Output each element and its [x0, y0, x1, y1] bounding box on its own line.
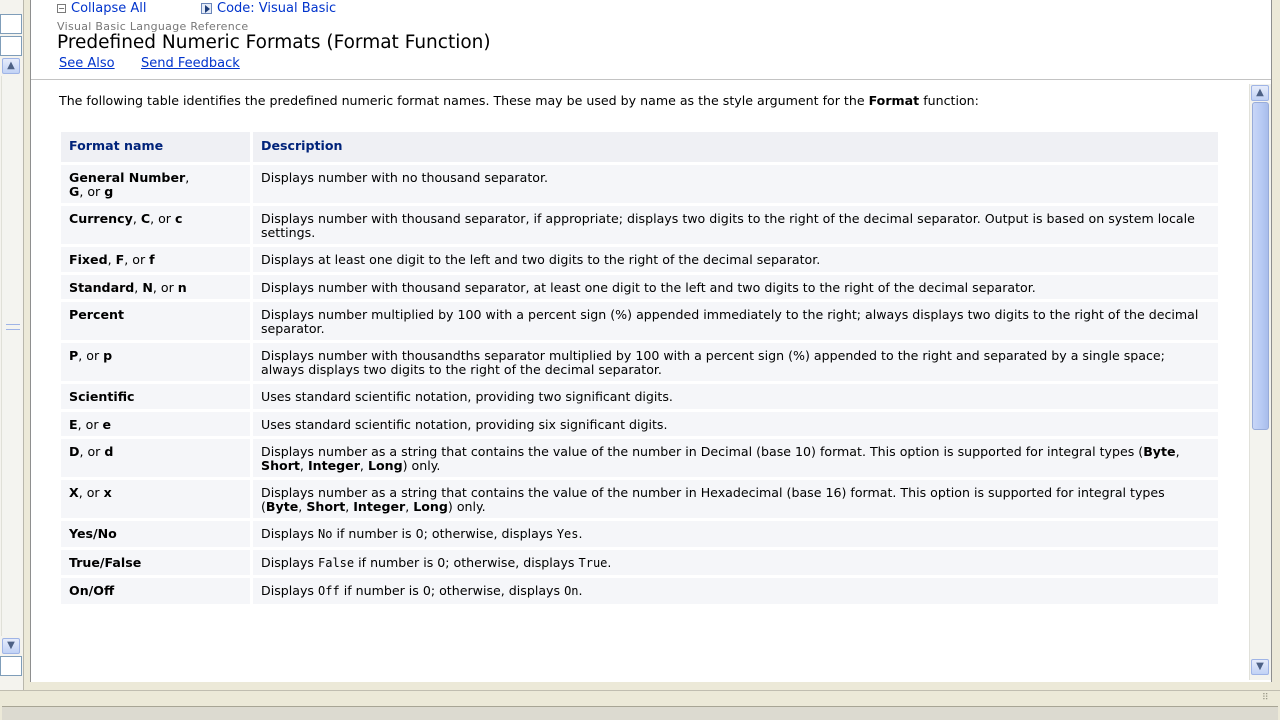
- description-cell: [253, 521, 1221, 550]
- description-cell: Displays number with no thousand separator.: [253, 165, 1221, 206]
- table-row: [61, 302, 1221, 343]
- intro-paragraph: [59, 94, 1209, 108]
- format-name-cell: Fixed, F, or f: [61, 247, 253, 275]
- table-row: [61, 384, 1221, 412]
- table-row: [61, 412, 1221, 440]
- left-scroll-down-button[interactable]: [2, 638, 20, 654]
- chevron-up-icon: ▲: [7, 60, 15, 71]
- collapse-all-button[interactable]: [57, 1, 147, 16]
- description-cell: Displays number with thousand separator, if appropriate; displays two digits to the right of the decimal separator. Output is based on system locale settings.: [253, 206, 1221, 247]
- format-name-cell: Standard, N, or n: [61, 275, 253, 303]
- description-text-end: ) only.: [402, 457, 441, 473]
- description-text-end: ) only.: [447, 498, 486, 514]
- format-names-table: [61, 132, 1221, 607]
- code-value: Yes: [556, 527, 579, 541]
- column-header-description: Description: [253, 132, 1221, 165]
- scroll-down-button[interactable]: [1251, 659, 1269, 675]
- table-row: [61, 343, 1221, 384]
- language-arrow-icon: [201, 3, 212, 14]
- left-scroll-thumb[interactable]: [6, 324, 20, 330]
- description-text: if number is 0; otherwise, displays: [354, 554, 579, 570]
- description-text: Displays: [261, 583, 318, 598]
- status-bar: [0, 690, 1280, 720]
- format-name-cell: Scientific: [61, 384, 253, 412]
- table-header-row: [61, 132, 1221, 165]
- description-text-end: .: [607, 554, 612, 570]
- description-cell: Displays number as a string that contains the value of the number in Decimal (base 10) format. This option is supported for integral types (Byte, Short, Integer, Long) only.: [253, 439, 1221, 480]
- description-cell: Uses standard scientific notation, providing six significant digits.: [253, 412, 1221, 440]
- intro-text-end: function:: [919, 93, 979, 108]
- type-name: Long: [413, 498, 448, 514]
- description-text: Displays: [261, 526, 318, 541]
- left-panel-field-top[interactable]: [0, 14, 22, 34]
- type-name: Integer: [307, 457, 360, 473]
- left-panel-field-middle[interactable]: [0, 36, 22, 56]
- scroll-thumb[interactable]: [1252, 102, 1269, 430]
- description-text: if number is 0; otherwise, displays: [332, 526, 557, 541]
- status-bar-panel: [2, 706, 1278, 720]
- column-header-format-name: Format name: [61, 132, 253, 165]
- intro-format-keyword: Format: [868, 93, 920, 108]
- code-value: True: [578, 555, 608, 570]
- collapse-all-label: Collapse All: [71, 1, 147, 16]
- description-cell: Displays number as a string that contains the value of the number in Hexadecimal (base 16) format. This option is supported for integral types (Byte, Short, Integer, Long) only.: [253, 480, 1221, 521]
- format-name-cell: On/Off: [61, 578, 253, 607]
- type-name: Integer: [353, 498, 406, 514]
- table-row: [61, 521, 1221, 550]
- table-row: [61, 165, 1221, 206]
- format-name-cell: General Number, G, or g: [61, 165, 253, 206]
- description-text-end: .: [578, 526, 583, 541]
- description-cell: Displays number with thousand separator, at least one digit to the left and two digits to the right of the decimal separator.: [253, 275, 1221, 303]
- resize-grip-icon[interactable]: ⠿: [1262, 693, 1268, 703]
- format-name-cell: True/False: [61, 550, 253, 579]
- description-cell: [253, 578, 1221, 607]
- table-row: [61, 206, 1221, 247]
- breadcrumb[interactable]: Visual Basic Language Reference: [57, 20, 249, 33]
- format-name-cell: Percent: [61, 302, 253, 343]
- table-row: [61, 247, 1221, 275]
- code-value: No: [318, 527, 333, 541]
- send-feedback-link[interactable]: Send Feedback: [141, 56, 240, 71]
- type-name: Byte: [1143, 444, 1176, 459]
- table-row: [61, 275, 1221, 303]
- description-text-end: .: [578, 583, 583, 598]
- type-name: Short: [261, 457, 300, 473]
- chevron-up-icon: ▲: [1256, 87, 1264, 98]
- left-panel: [0, 0, 24, 690]
- format-name-cell: P, or p: [61, 343, 253, 384]
- type-name: Byte: [265, 498, 299, 514]
- format-name-cell: E, or e: [61, 412, 253, 440]
- collapse-box-icon: −: [58, 4, 65, 13]
- code-value: False: [318, 555, 355, 570]
- format-name-cell: X, or x: [61, 480, 253, 521]
- type-name: Short: [306, 498, 346, 514]
- scroll-up-button[interactable]: [1251, 85, 1269, 101]
- language-filter-button[interactable]: [201, 1, 336, 16]
- description-text: Displays number as a string that contains the value of the number in Decimal (base 10) format. This option is supported for integral types (: [261, 444, 1144, 459]
- table-row: [61, 480, 1221, 521]
- language-filter-label: Code: Visual Basic: [217, 1, 337, 16]
- type-name: Long: [367, 457, 403, 473]
- format-name-cell: Currency, C, or c: [61, 206, 253, 247]
- page-title: Predefined Numeric Formats (Format Function): [57, 32, 491, 53]
- chevron-down-icon: ▼: [1256, 661, 1264, 672]
- description-text: Displays number as a string that contains the value of the number in Hexadecimal (base 16) format. This option is supported for integral types (: [261, 485, 1165, 514]
- topic-body: [31, 84, 1249, 680]
- description-cell: [253, 550, 1221, 579]
- description-text: Displays: [261, 554, 318, 570]
- format-name-cell: D, or d: [61, 439, 253, 480]
- description-cell: Displays at least one digit to the left and two digits to the right of the decimal separator.: [253, 247, 1221, 275]
- left-scroll-up-button[interactable]: [2, 58, 20, 74]
- table-row: [61, 578, 1221, 607]
- left-panel-field-bottom[interactable]: [0, 656, 22, 676]
- description-cell: Uses standard scientific notation, providing two significant digits.: [253, 384, 1221, 412]
- chevron-down-icon: ▼: [7, 640, 15, 651]
- table-row: [61, 550, 1221, 579]
- table-row: [61, 439, 1221, 480]
- code-value: On: [564, 584, 579, 598]
- topic-header: [31, 0, 1271, 80]
- content-scrollbar[interactable]: [1249, 84, 1271, 680]
- code-value: Off: [318, 584, 340, 598]
- description-cell: Displays number multiplied by 100 with a percent sign (%) appended immediately to the right; always displays two digits to the right of the decimal separator.: [253, 302, 1221, 343]
- format-name-cell: Yes/No: [61, 521, 253, 550]
- help-content-pane: [30, 0, 1272, 682]
- description-cell: Displays number with thousandths separator multiplied by 100 with a percent sign (%) appended to the right and separated by a single space; always displays two digits to the right of the decimal separator.: [253, 343, 1221, 384]
- description-text: if number is 0; otherwise, displays: [339, 583, 565, 598]
- see-also-link[interactable]: See Also: [59, 56, 115, 71]
- left-scroll-track[interactable]: [1, 76, 21, 636]
- intro-text: The following table identifies the predefined numeric format names. These may be used by name as the style argument for the: [59, 93, 869, 108]
